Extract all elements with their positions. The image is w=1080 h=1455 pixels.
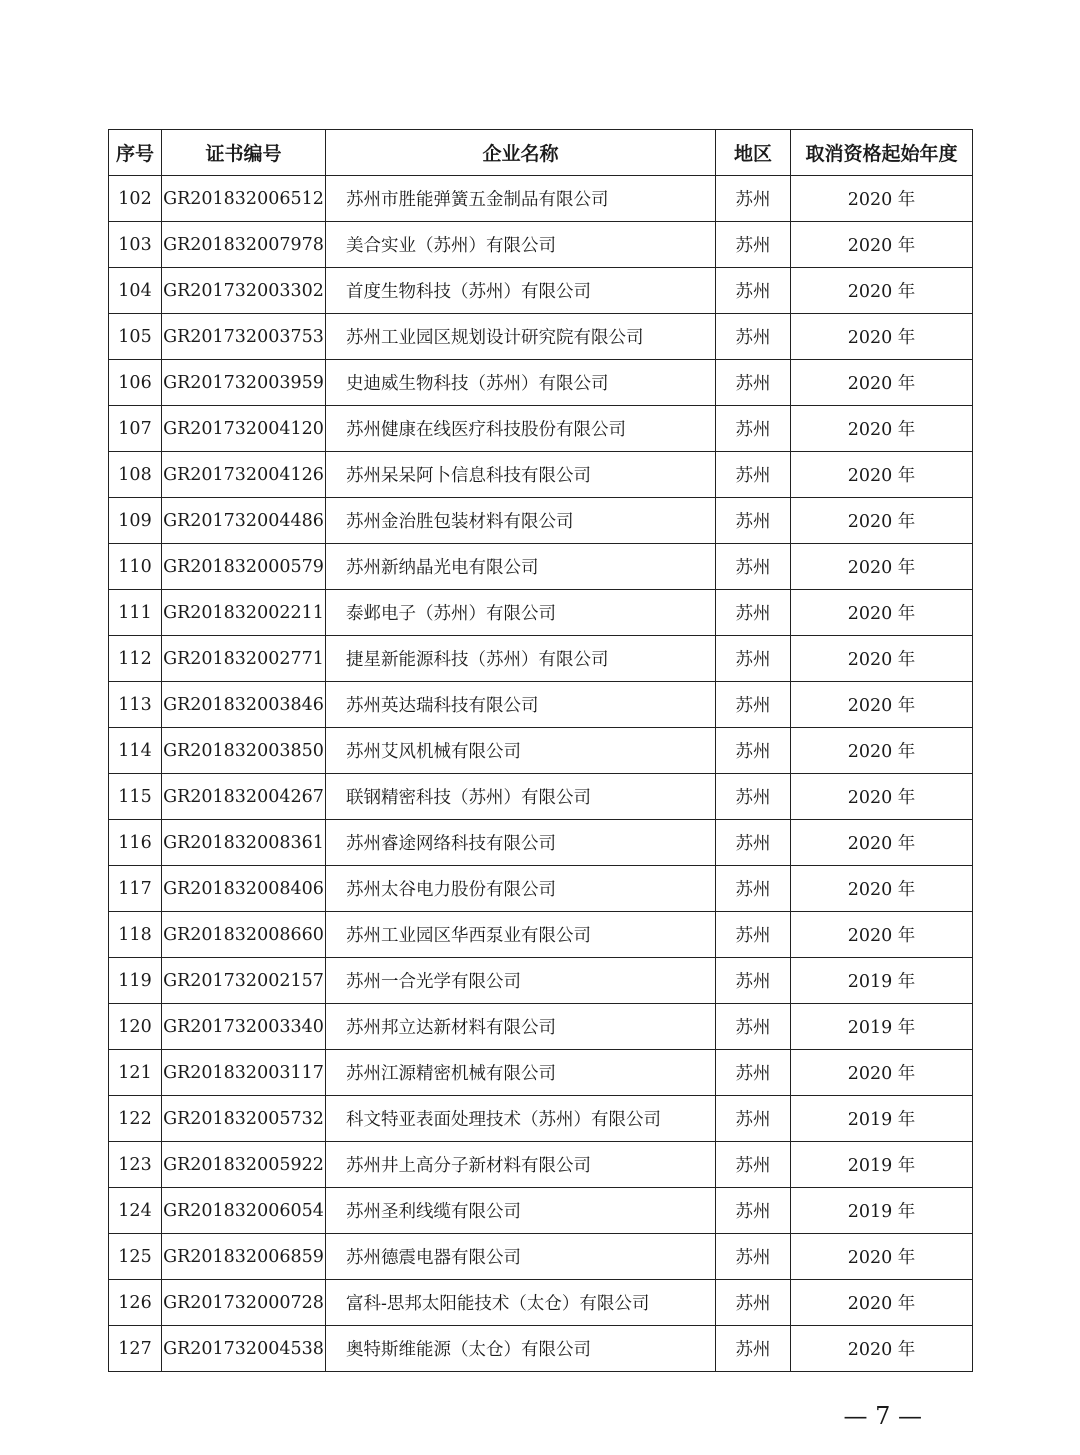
- table-row: [109, 682, 973, 728]
- cell-cert-no: GR201732000728: [162, 1280, 326, 1326]
- table-row: [109, 820, 973, 866]
- cell-region: 苏州: [716, 1326, 791, 1372]
- cell-index: 125: [109, 1234, 162, 1280]
- table-row: [109, 314, 973, 360]
- cell-company: 苏州艾风机械有限公司: [326, 728, 716, 774]
- cell-year: 2019 年: [791, 1188, 973, 1234]
- table-row: [109, 590, 973, 636]
- cell-index: 119: [109, 958, 162, 1004]
- cell-region: 苏州: [716, 452, 791, 498]
- cell-year: 2020 年: [791, 360, 973, 406]
- cell-year: 2020 年: [791, 314, 973, 360]
- cell-region: 苏州: [716, 590, 791, 636]
- cell-index: 117: [109, 866, 162, 912]
- cell-index: 121: [109, 1050, 162, 1096]
- cell-cert-no: GR201832005922: [162, 1142, 326, 1188]
- cell-region: 苏州: [716, 958, 791, 1004]
- company-table: [108, 129, 973, 1372]
- table-row: [109, 636, 973, 682]
- cell-cert-no: GR201732004538: [162, 1326, 326, 1372]
- cell-index: 126: [109, 1280, 162, 1326]
- cell-region: 苏州: [716, 774, 791, 820]
- page-number: — 7 —: [843, 1402, 922, 1430]
- cell-company: 苏州邦立达新材料有限公司: [326, 1004, 716, 1050]
- table-row: [109, 912, 973, 958]
- cell-index: 120: [109, 1004, 162, 1050]
- cell-year: 2020 年: [791, 1234, 973, 1280]
- cell-company: 泰邺电子（苏州）有限公司: [326, 590, 716, 636]
- cell-region: 苏州: [716, 820, 791, 866]
- cell-year: 2020 年: [791, 544, 973, 590]
- cell-company: 苏州一合光学有限公司: [326, 958, 716, 1004]
- cell-cert-no: GR201832003117: [162, 1050, 326, 1096]
- cell-region: 苏州: [716, 222, 791, 268]
- cell-year: 2020 年: [791, 912, 973, 958]
- cell-year: 2020 年: [791, 222, 973, 268]
- cell-region: 苏州: [716, 1280, 791, 1326]
- cell-index: 122: [109, 1096, 162, 1142]
- cell-year: 2019 年: [791, 1004, 973, 1050]
- cell-year: 2020 年: [791, 728, 973, 774]
- cell-year: 2020 年: [791, 774, 973, 820]
- cell-index: 115: [109, 774, 162, 820]
- cell-region: 苏州: [716, 498, 791, 544]
- cell-cert-no: GR201832000579: [162, 544, 326, 590]
- cell-year: 2020 年: [791, 452, 973, 498]
- cell-company: 苏州工业园区华西泵业有限公司: [326, 912, 716, 958]
- cell-index: 123: [109, 1142, 162, 1188]
- cell-index: 108: [109, 452, 162, 498]
- table-row: [109, 544, 973, 590]
- table-row: [109, 866, 973, 912]
- table-row: [109, 774, 973, 820]
- cell-index: 116: [109, 820, 162, 866]
- cell-company: 史迪威生物科技（苏州）有限公司: [326, 360, 716, 406]
- table-row: [109, 1234, 973, 1280]
- cell-region: 苏州: [716, 1234, 791, 1280]
- cell-cert-no: GR201832007978: [162, 222, 326, 268]
- cell-year: 2020 年: [791, 176, 973, 222]
- cell-region: 苏州: [716, 912, 791, 958]
- cell-index: 103: [109, 222, 162, 268]
- table-row: [109, 360, 973, 406]
- table-row: [109, 176, 973, 222]
- table-row: [109, 1004, 973, 1050]
- table-row: [109, 1280, 973, 1326]
- cell-region: 苏州: [716, 360, 791, 406]
- page-footer: [0, 1402, 1080, 1430]
- cell-company: 富科-思邦太阳能技术（太仓）有限公司: [326, 1280, 716, 1326]
- cell-region: 苏州: [716, 1050, 791, 1096]
- table-row: [109, 1096, 973, 1142]
- table-row: [109, 1326, 973, 1372]
- cell-cert-no: GR201832005732: [162, 1096, 326, 1142]
- cell-index: 110: [109, 544, 162, 590]
- cell-index: 124: [109, 1188, 162, 1234]
- cell-company: 苏州太谷电力股份有限公司: [326, 866, 716, 912]
- cell-cert-no: GR201732004126: [162, 452, 326, 498]
- cell-index: 104: [109, 268, 162, 314]
- cell-index: 113: [109, 682, 162, 728]
- cell-company: 美合实业（苏州）有限公司: [326, 222, 716, 268]
- cell-cert-no: GR201832003850: [162, 728, 326, 774]
- cell-company: 苏州睿途网络科技有限公司: [326, 820, 716, 866]
- cell-region: 苏州: [716, 682, 791, 728]
- cell-company: 苏州市胜能弹簧五金制品有限公司: [326, 176, 716, 222]
- cell-region: 苏州: [716, 1004, 791, 1050]
- cell-cert-no: GR201832008361: [162, 820, 326, 866]
- cell-index: 106: [109, 360, 162, 406]
- cell-company: 苏州健康在线医疗科技股份有限公司: [326, 406, 716, 452]
- cell-company: 科文特亚表面处理技术（苏州）有限公司: [326, 1096, 716, 1142]
- header-cert-no: 证书编号: [162, 130, 326, 176]
- cell-year: 2019 年: [791, 958, 973, 1004]
- cell-region: 苏州: [716, 314, 791, 360]
- cell-year: 2020 年: [791, 406, 973, 452]
- cell-company: 苏州呆呆阿卜信息科技有限公司: [326, 452, 716, 498]
- table-header: [109, 130, 973, 176]
- header-year: 取消资格起始年度: [791, 130, 973, 176]
- cell-year: 2020 年: [791, 682, 973, 728]
- cell-company: 捷星新能源科技（苏州）有限公司: [326, 636, 716, 682]
- cell-region: 苏州: [716, 866, 791, 912]
- cell-index: 109: [109, 498, 162, 544]
- cell-cert-no: GR201832006054: [162, 1188, 326, 1234]
- header-region: 地区: [716, 130, 791, 176]
- cell-year: 2019 年: [791, 1142, 973, 1188]
- cell-year: 2020 年: [791, 1326, 973, 1372]
- cell-index: 105: [109, 314, 162, 360]
- cell-index: 118: [109, 912, 162, 958]
- cell-company: 苏州工业园区规划设计研究院有限公司: [326, 314, 716, 360]
- cell-year: 2020 年: [791, 268, 973, 314]
- table-row: [109, 222, 973, 268]
- table-row: [109, 1142, 973, 1188]
- cell-cert-no: GR201832008660: [162, 912, 326, 958]
- cell-year: 2020 年: [791, 820, 973, 866]
- cell-company: 首度生物科技（苏州）有限公司: [326, 268, 716, 314]
- table-row: [109, 452, 973, 498]
- cell-company: 联钢精密科技（苏州）有限公司: [326, 774, 716, 820]
- cell-index: 102: [109, 176, 162, 222]
- cell-cert-no: GR201732002157: [162, 958, 326, 1004]
- cell-region: 苏州: [716, 176, 791, 222]
- cell-cert-no: GR201732003340: [162, 1004, 326, 1050]
- cell-year: 2020 年: [791, 590, 973, 636]
- cell-cert-no: GR201732003302: [162, 268, 326, 314]
- cell-region: 苏州: [716, 544, 791, 590]
- table-body: [109, 176, 973, 1372]
- cell-region: 苏州: [716, 1096, 791, 1142]
- cell-index: 114: [109, 728, 162, 774]
- cell-cert-no: GR201732004120: [162, 406, 326, 452]
- cell-cert-no: GR201832004267: [162, 774, 326, 820]
- table-row: [109, 728, 973, 774]
- cell-cert-no: GR201732003753: [162, 314, 326, 360]
- cell-index: 112: [109, 636, 162, 682]
- cell-region: 苏州: [716, 636, 791, 682]
- cell-region: 苏州: [716, 268, 791, 314]
- cell-company: 苏州江源精密机械有限公司: [326, 1050, 716, 1096]
- cell-cert-no: GR201832002211: [162, 590, 326, 636]
- cell-region: 苏州: [716, 406, 791, 452]
- cell-company: 苏州圣利线缆有限公司: [326, 1188, 716, 1234]
- cell-year: 2019 年: [791, 1096, 973, 1142]
- table-row: [109, 406, 973, 452]
- table-row: [109, 1188, 973, 1234]
- cell-cert-no: GR201832008406: [162, 866, 326, 912]
- cell-index: 111: [109, 590, 162, 636]
- cell-region: 苏州: [716, 1142, 791, 1188]
- cell-year: 2020 年: [791, 1280, 973, 1326]
- cell-company: 苏州新纳晶光电有限公司: [326, 544, 716, 590]
- cell-cert-no: GR201832006512: [162, 176, 326, 222]
- cell-company: 苏州井上高分子新材料有限公司: [326, 1142, 716, 1188]
- table-row: [109, 1050, 973, 1096]
- cell-company: 苏州德震电器有限公司: [326, 1234, 716, 1280]
- cell-year: 2020 年: [791, 866, 973, 912]
- cell-company: 苏州英达瑞科技有限公司: [326, 682, 716, 728]
- header-company: 企业名称: [326, 130, 716, 176]
- header-index: 序号: [109, 130, 162, 176]
- header-row: [109, 130, 973, 176]
- cell-index: 127: [109, 1326, 162, 1372]
- table-row: [109, 958, 973, 1004]
- cell-cert-no: GR201832002771: [162, 636, 326, 682]
- cell-company: 苏州金治胜包装材料有限公司: [326, 498, 716, 544]
- cell-cert-no: GR201832006859: [162, 1234, 326, 1280]
- cell-company: 奥特斯维能源（太仓）有限公司: [326, 1326, 716, 1372]
- cell-year: 2020 年: [791, 498, 973, 544]
- cell-cert-no: GR201832003846: [162, 682, 326, 728]
- cell-year: 2020 年: [791, 636, 973, 682]
- cell-year: 2020 年: [791, 1050, 973, 1096]
- cell-region: 苏州: [716, 1188, 791, 1234]
- table-row: [109, 498, 973, 544]
- table-row: [109, 268, 973, 314]
- cell-cert-no: GR201732004486: [162, 498, 326, 544]
- cell-cert-no: GR201732003959: [162, 360, 326, 406]
- cell-index: 107: [109, 406, 162, 452]
- cell-region: 苏州: [716, 728, 791, 774]
